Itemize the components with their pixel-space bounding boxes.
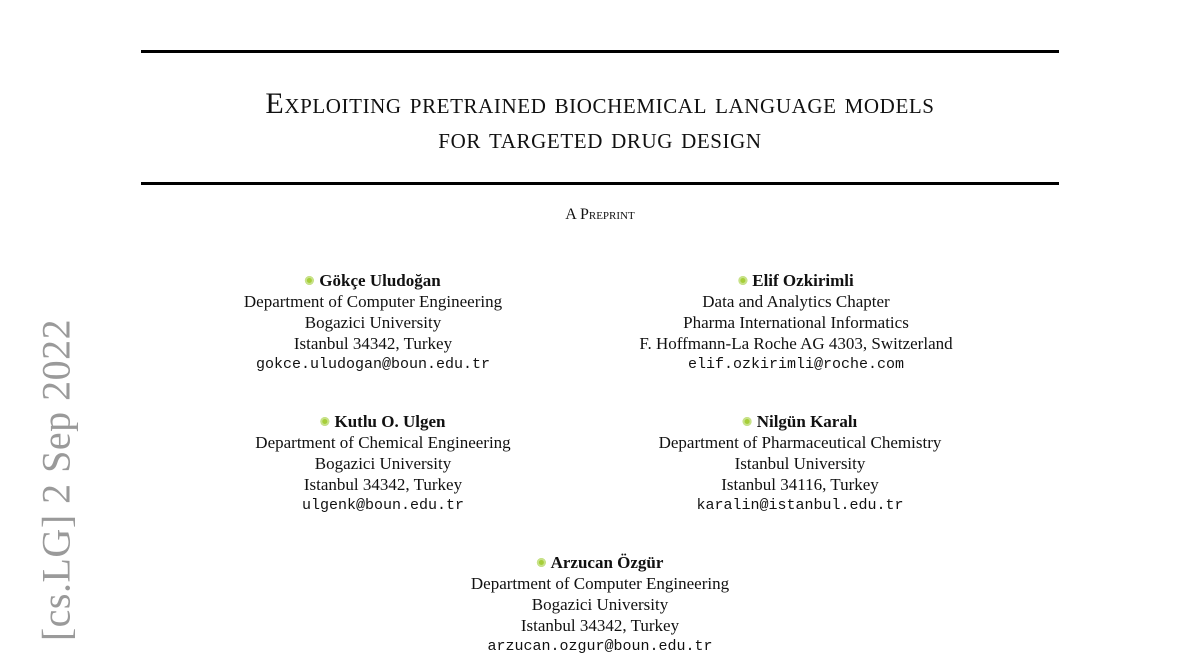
author-department: Department of Computer Engineering bbox=[243, 292, 503, 311]
author-email[interactable]: arzucan.ozgur@boun.edu.tr bbox=[487, 638, 713, 655]
author-institution: Bogazici University bbox=[304, 313, 442, 332]
author-city: Istanbul 34342, Turkey bbox=[303, 475, 463, 494]
author-email[interactable]: karalin@istanbul.edu.tr bbox=[696, 497, 904, 514]
author-department: Department of Chemical Engineering bbox=[255, 433, 511, 452]
orcid-icon[interactable] bbox=[305, 276, 314, 285]
author-email[interactable]: elif.ozkirimli@roche.com bbox=[687, 356, 905, 373]
author-city: Istanbul 34342, Turkey bbox=[520, 616, 680, 635]
author-name: Arzucan Özgür bbox=[550, 553, 664, 572]
author-department: Department of Computer Engineering bbox=[470, 574, 730, 593]
author-name-line bbox=[244, 270, 502, 291]
paper-title bbox=[141, 86, 1059, 156]
title-line-1: Exploiting pretrained biochemical language models bbox=[265, 87, 935, 120]
author-name: Elif Ozkirimli bbox=[752, 271, 854, 290]
title-rule-top bbox=[141, 50, 1059, 53]
author-name-line bbox=[471, 552, 729, 573]
author-institution: Pharma International Informatics bbox=[683, 313, 909, 332]
author-block bbox=[244, 270, 502, 375]
author-block bbox=[471, 552, 729, 657]
author-block bbox=[639, 270, 952, 375]
author-institution: Bogazici University bbox=[531, 595, 669, 614]
arxiv-stamp: [cs.LG] 2 Sep 2022 bbox=[33, 318, 79, 642]
orcid-icon[interactable] bbox=[537, 558, 546, 567]
orcid-icon[interactable] bbox=[743, 417, 752, 426]
author-name-line bbox=[639, 270, 952, 291]
author-name: Nilgün Karalı bbox=[756, 412, 858, 431]
author-institution: Istanbul University bbox=[734, 454, 866, 473]
title-rule-bottom bbox=[141, 182, 1059, 185]
author-name: Kutlu O. Ulgen bbox=[334, 412, 446, 431]
author-name-line bbox=[659, 411, 942, 432]
author-city: F. Hoffmann-La Roche AG 4303, Switzerland bbox=[639, 334, 953, 353]
author-city: Istanbul 34342, Turkey bbox=[293, 334, 453, 353]
author-email[interactable]: gokce.uludogan@boun.edu.tr bbox=[255, 356, 491, 373]
orcid-icon[interactable] bbox=[320, 417, 329, 426]
author-block bbox=[255, 411, 510, 516]
author-name-line bbox=[255, 411, 510, 432]
author-email[interactable]: ulgenk@boun.edu.tr bbox=[301, 497, 465, 514]
author-institution: Bogazici University bbox=[314, 454, 452, 473]
author-name: Gökçe Uludoğan bbox=[319, 271, 441, 290]
preprint-label: A Preprint bbox=[565, 206, 635, 223]
author-block bbox=[659, 411, 942, 516]
title-line-2: for targeted drug design bbox=[438, 122, 762, 155]
author-department: Data and Analytics Chapter bbox=[702, 292, 890, 311]
author-city: Istanbul 34116, Turkey bbox=[721, 475, 879, 494]
author-department: Department of Pharmaceutical Chemistry bbox=[658, 433, 942, 452]
orcid-icon[interactable] bbox=[738, 276, 747, 285]
